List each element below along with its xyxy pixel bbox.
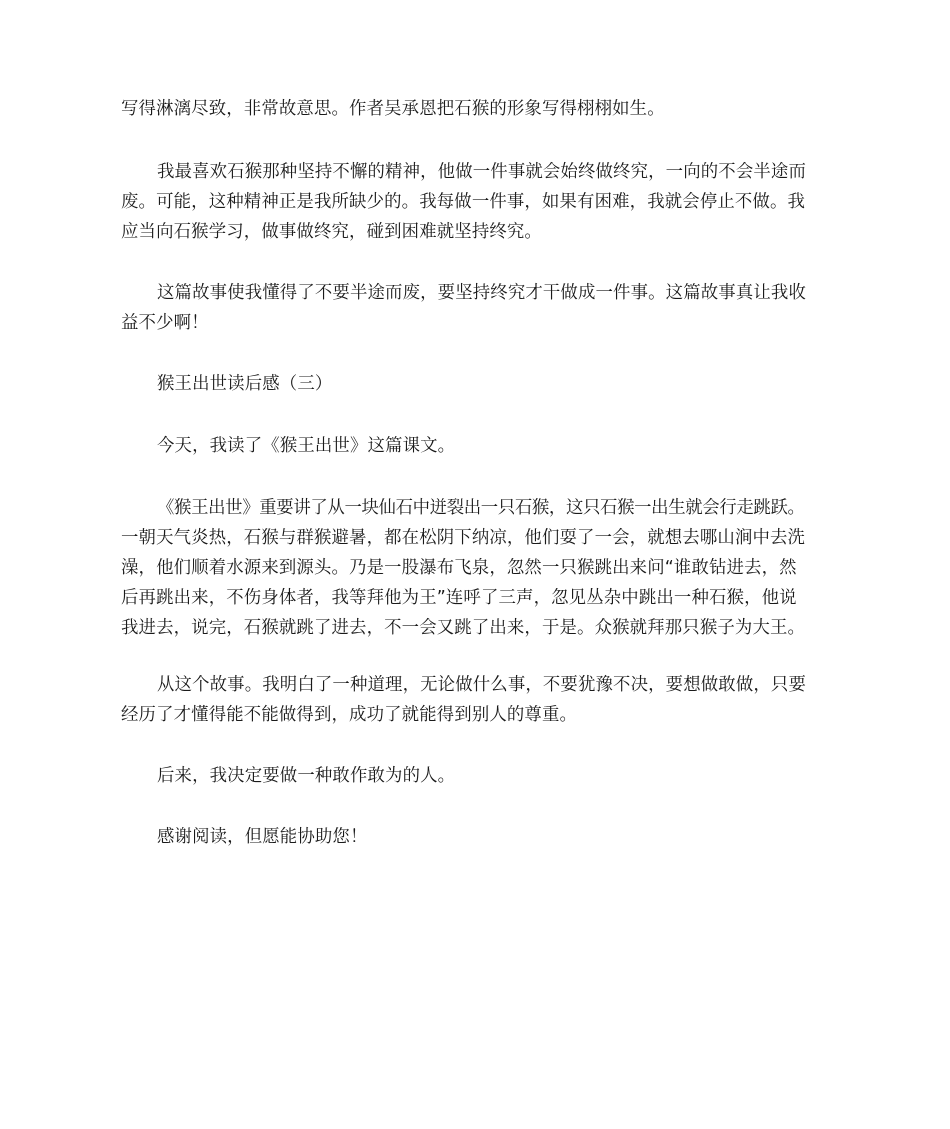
paragraph-decision: [121, 761, 833, 791]
text-line: 我最喜欢石猴那种坚持不懈的精神，他做一件事就会始终做终究，一向的不会半途而: [157, 162, 807, 182]
text-line: 一朝天气炎热，石猴与群猴避暑，都在松阴下纳凉，他们耍了一会，就想去哪山涧中去洗: [121, 528, 806, 548]
paragraph-story-summary: [121, 493, 833, 643]
text-line: 今天，我读了《猴王出世》这篇课文。: [157, 436, 456, 456]
text-line: 益不少啊！: [121, 313, 209, 333]
text-line: 我进去，说完，石猴就跳了进去，不一会又跳了出来，于是。众猴就拜那只猴子为大王。: [121, 618, 806, 638]
text-line: 应当向石猴学习，做事做终究，碰到困难就坚持终究。: [121, 222, 542, 242]
paragraph-today: [121, 431, 833, 461]
text-line: 后来，我决定要做一种敢作敢为的人。: [157, 766, 456, 786]
text-line: 澡，他们顺着水源来到源头。乃是一股瀑布飞泉，忽然一只猴跳出来问“谁敢钻进去，然: [121, 558, 797, 578]
section-heading: [121, 369, 833, 399]
paragraph-persistence: [121, 157, 833, 247]
paragraph-intro-ending: [121, 94, 833, 124]
text-line: 写得淋漓尽致，非常故意思。作者吴承恩把石猴的形象写得栩栩如生。: [121, 99, 665, 119]
text-line: 后再跳出来，不伤身体者，我等拜他为王”连呼了三声，忽见丛杂中跳出一种石猴，他说: [121, 588, 797, 608]
text-line: 经历了才懂得能不能做得到，成功了就能得到别人的尊重。: [121, 705, 578, 725]
text-line: 《猴王出世》重要讲了从一块仙石中迸裂出一只石猴，这只石猴一出生就会行走跳跃。: [157, 498, 805, 518]
text-line: 感谢阅读，但愿能协助您！: [157, 827, 368, 847]
text-line: 猴王出世读后感（三）: [157, 374, 333, 394]
text-line: 从这个故事。我明白了一种道理，无论做什么事，不要犹豫不决，要想做敢做，只要: [157, 675, 807, 695]
text-line: 这篇故事使我懂得了不要半途而废，要坚持终究才干做成一件事。这篇故事真让我收: [157, 283, 807, 303]
paragraph-moral: [121, 670, 833, 730]
paragraph-lesson: [121, 278, 833, 338]
text-line: 废。可能，这种精神正是我所缺少的。我每做一件事，如果有困难，我就会停止不做。我: [121, 192, 806, 212]
paragraph-closing: [121, 822, 833, 852]
